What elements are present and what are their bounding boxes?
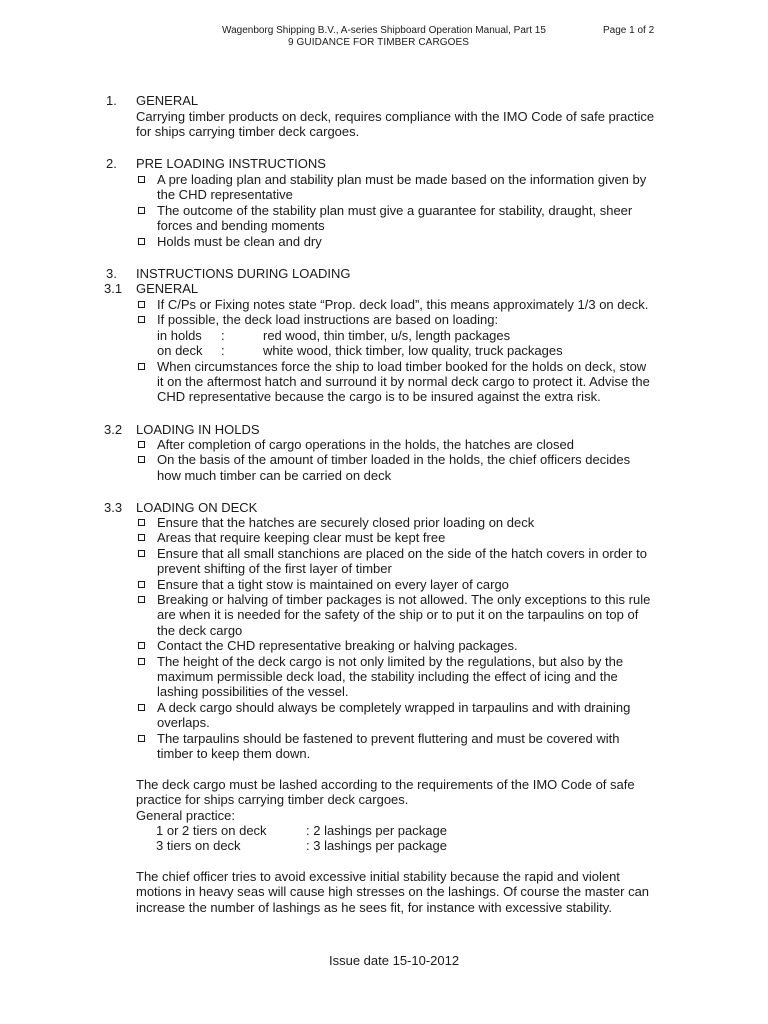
paragraph-text: The chief officer tries to avoid excessive initial stability because the rapid and violent motions in heavy seas will cause high stresses on the lashings. Of course the master can increase the number of lashings as he sees fit, for instance with excessive stability.	[136, 869, 650, 915]
list-item: On the basis of the amount of timber loaded in the holds, the chief officers decides how much timber can be carried on deck	[136, 452, 656, 483]
list-item: The outcome of the stability plan must give a guarantee for stability, draught, sheer forces and bending moments	[136, 203, 656, 234]
checkbox-bullet-icon	[138, 581, 145, 588]
list-item: Holds must be clean and dry	[136, 234, 656, 249]
loading-row-deck: on deck : white wood, thick timber, low quality, truck packages	[157, 343, 563, 359]
checkbox-bullet-icon	[138, 519, 145, 526]
bullet-list	[136, 437, 656, 483]
list-item: A pre loading plan and stability plan must be made based on the information given by the CHD representative	[136, 172, 656, 203]
list-item: Ensure that a tight stow is maintained on every layer of cargo	[136, 577, 656, 592]
checkbox-bullet-icon	[138, 176, 145, 183]
checkbox-bullet-icon	[138, 363, 145, 370]
lashing-row: 3 tiers on deck : 3 lashings per package	[156, 838, 447, 854]
header-title: Wagenborg Shipping B.V., A-series Shipboard Operation Manual, Part 15	[222, 25, 546, 36]
section-number: 3.	[106, 266, 117, 281]
section-title: GENERAL	[136, 93, 199, 108]
bullet-list	[136, 172, 656, 249]
checkbox-bullet-icon	[138, 704, 145, 711]
checkbox-bullet-icon	[138, 456, 145, 463]
subsection-title: GENERAL	[136, 281, 199, 296]
section-number: 2.	[106, 156, 117, 171]
chapter-title: 9 GUIDANCE FOR TIMBER CARGOES	[288, 37, 470, 48]
subsection-number: 3.2	[104, 422, 123, 437]
subsection-number: 3.3	[104, 500, 123, 515]
checkbox-bullet-icon	[138, 596, 145, 603]
checkbox-bullet-icon	[138, 735, 145, 742]
list-item: Breaking or halving of timber packages is not allowed. The only exceptions to this rule are when it is needed for the safety of the ship or to put it on the tarpaulins on top of the deck cargo	[136, 592, 656, 638]
section-text: Carrying timber products on deck, requires compliance with the IMO Code of safe practice for ships carrying timber deck cargoes.	[136, 109, 655, 140]
checkbox-bullet-icon	[138, 534, 145, 541]
lashing-row: 1 or 2 tiers on deck : 2 lashings per package	[156, 823, 447, 838]
checkbox-bullet-icon	[138, 441, 145, 448]
list-item: If possible, the deck load instructions are based on loading: in holds : red wood, thin timber, u/s, length packages on deck : white wood, thick timber, low quality, truck packages	[136, 312, 656, 358]
section-title: INSTRUCTIONS DURING LOADING	[136, 266, 351, 281]
bullet-list	[136, 515, 656, 762]
checkbox-bullet-icon	[138, 642, 145, 649]
list-item: When circumstances force the ship to load timber booked for the holds on deck, stow it on the aftermost hatch and surround it by normal deck cargo to protect it. Advise the CHD representative because the cargo is to be insured against the extra risk.	[136, 359, 656, 405]
checkbox-bullet-icon	[138, 238, 145, 245]
general-practice-label: General practice:	[136, 808, 235, 823]
list-item: The tarpaulins should be fastened to prevent fluttering and must be covered with timber to keep them down.	[136, 731, 656, 762]
list-item: Ensure that all small stanchions are placed on the side of the hatch covers in order to prevent shifting of the first layer of timber	[136, 546, 656, 577]
paragraph-text: The deck cargo must be lashed according to the requirements of the IMO Code of safe practice for ships carrying timber deck cargoes.	[136, 777, 635, 808]
checkbox-bullet-icon	[138, 316, 145, 323]
checkbox-bullet-icon	[138, 658, 145, 665]
list-item: After completion of cargo operations in the holds, the hatches are closed	[136, 437, 656, 452]
section-title: PRE LOADING INSTRUCTIONS	[136, 156, 326, 171]
subsection-number: 3.1	[104, 281, 123, 296]
list-item: Ensure that the hatches are securely closed prior loading on deck	[136, 515, 656, 530]
subsection-title: LOADING IN HOLDS	[136, 422, 260, 437]
list-item: The height of the deck cargo is not only limited by the regulations, but also by the maximum permissible deck load, the stability including the effect of icing and the lashing possibilities of the vessel.	[136, 654, 656, 700]
bullet-list	[136, 297, 656, 405]
checkbox-bullet-icon	[138, 301, 145, 308]
list-item: If C/Ps or Fixing notes state “Prop. deck load”, this means approximately 1/3 on deck.	[136, 297, 656, 312]
list-item: Areas that require keeping clear must be kept free	[136, 530, 656, 545]
list-item: A deck cargo should always be completely wrapped in tarpaulins and with draining overlaps.	[136, 700, 656, 731]
page-number: Page 1 of 2	[603, 25, 655, 36]
issue-date: Issue date 15-10-2012	[329, 953, 460, 968]
list-item: Contact the CHD representative breaking or halving packages.	[136, 638, 656, 653]
loading-row-holds: in holds : red wood, thin timber, u/s, length packages	[157, 327, 511, 343]
subsection-title: LOADING ON DECK	[136, 500, 258, 515]
checkbox-bullet-icon	[138, 550, 145, 557]
lashing-table	[136, 823, 656, 854]
checkbox-bullet-icon	[138, 207, 145, 214]
section-number: 1.	[106, 93, 117, 108]
